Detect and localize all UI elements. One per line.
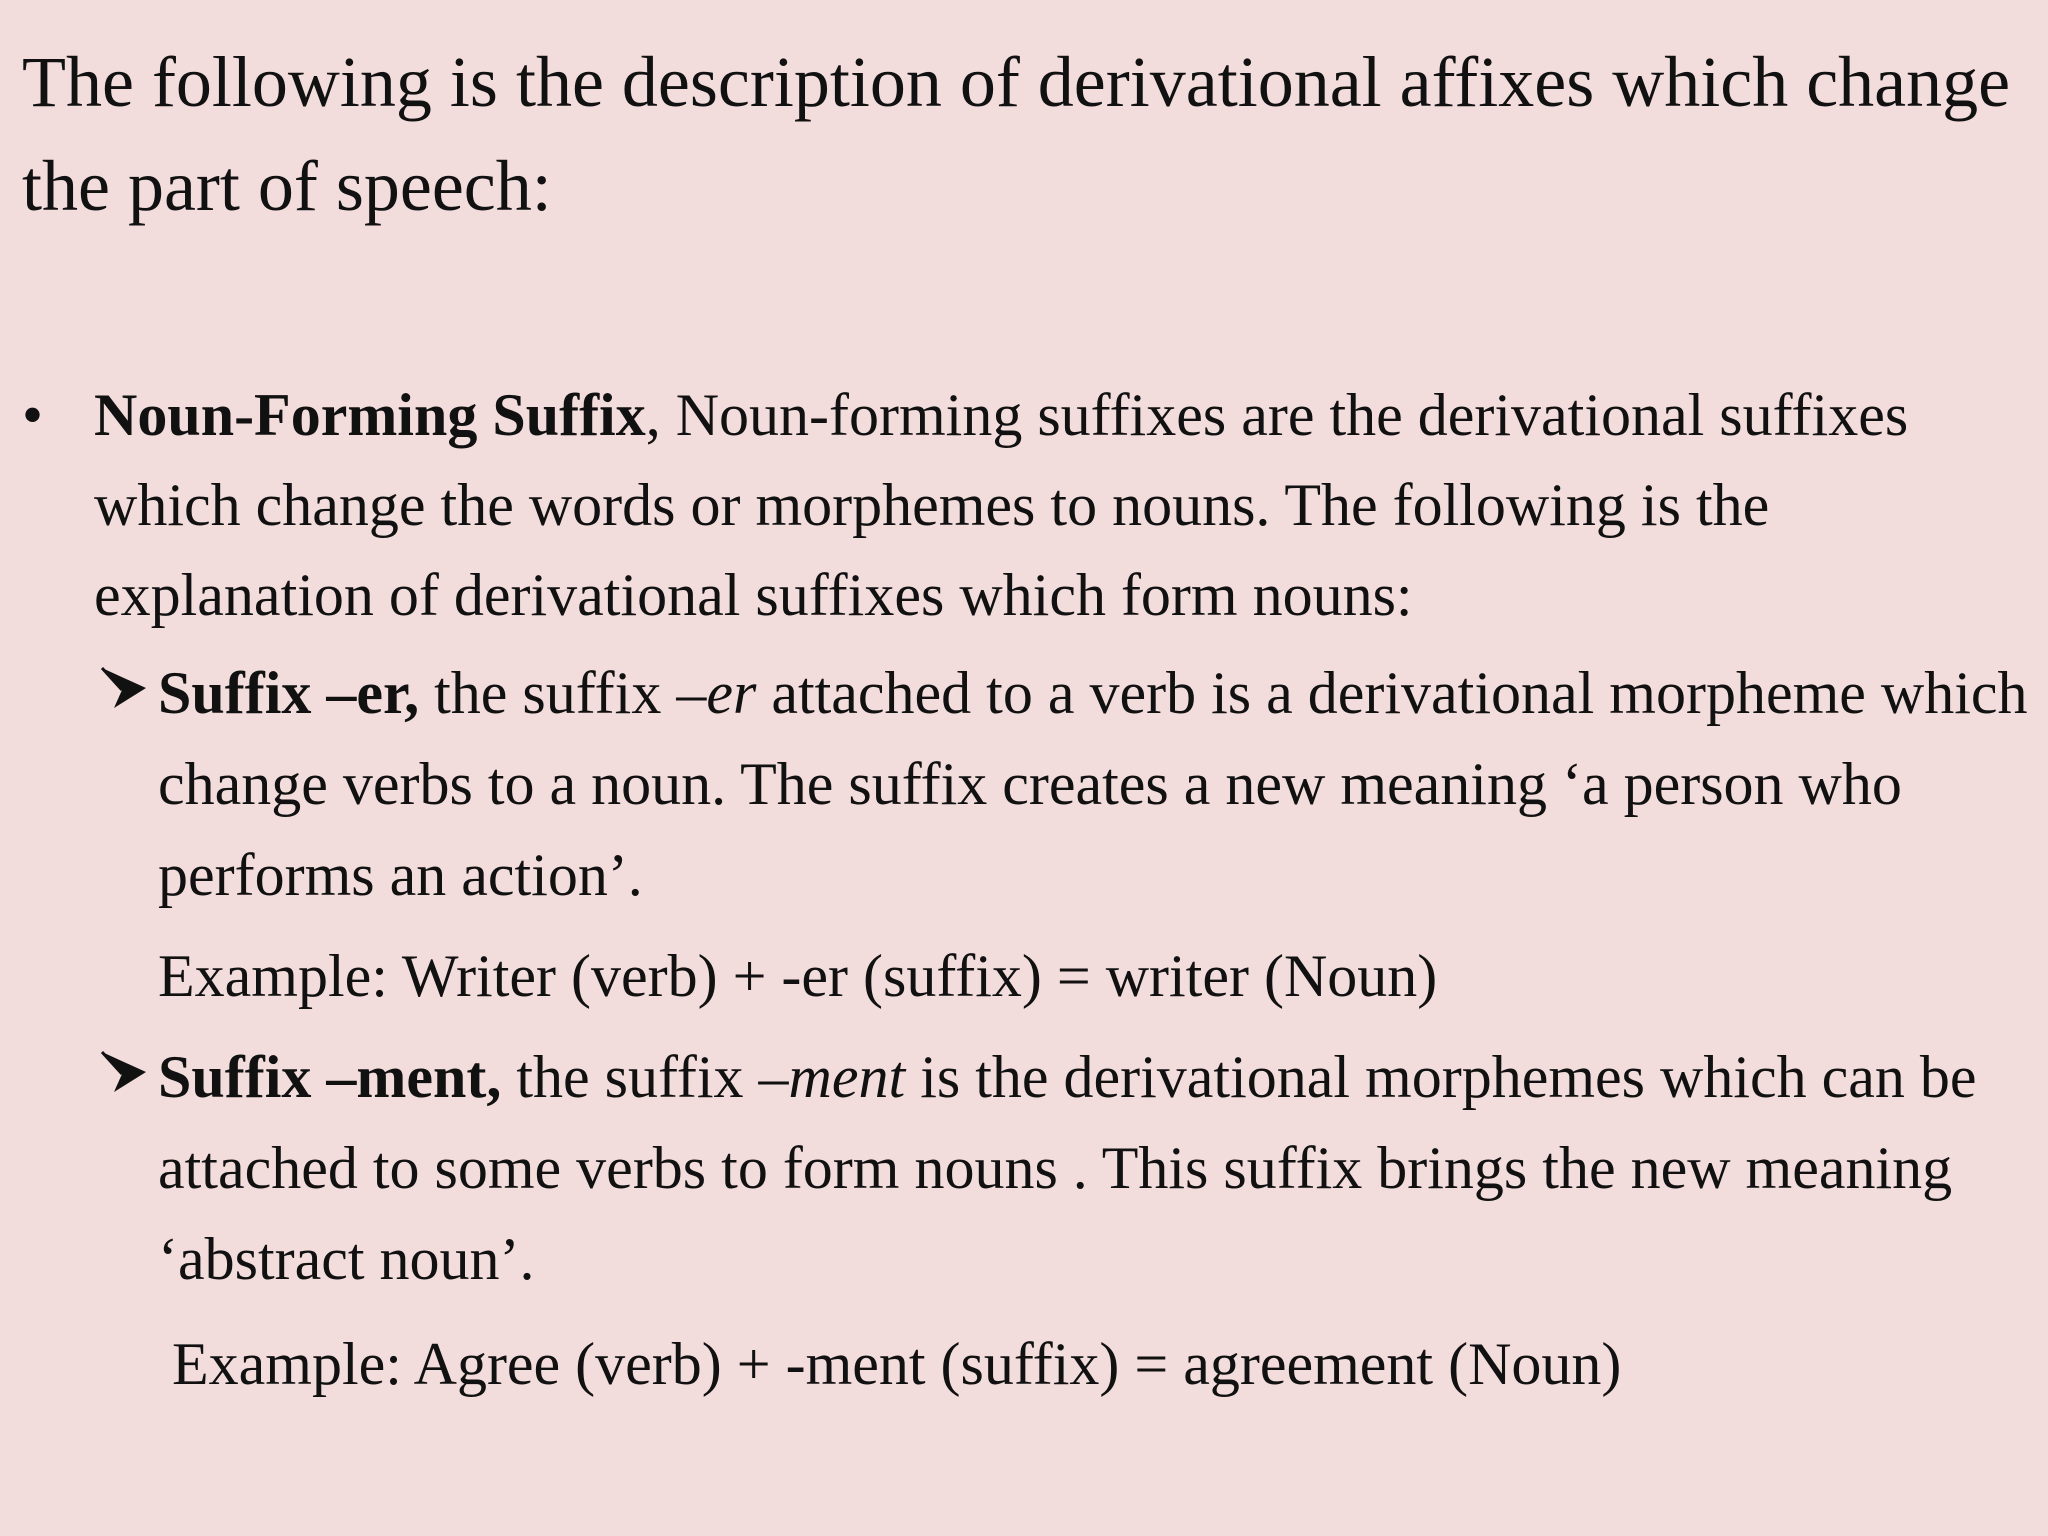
bullet-title: Noun-Forming Suffix [94,382,646,448]
intro-text: The following is the description of derivational affixes which change the part of speech: [22,42,2011,226]
bullet-section [22,370,2032,1420]
sub-item-italic: –er [676,660,757,726]
bullet-text: Noun-forming suffixes are the derivational suffixes which change the words or morphemes to nouns. The following is the explanation of derivational suffixes which form nouns: [94,382,1909,628]
arrow-bullet-icon [100,1048,152,1100]
arrow-bullet-icon [100,664,152,716]
sub-item-text-after: is the derivational morphemes which can be attached to some verbs to form nouns . This suffix brings the new meaning ‘abstract noun’. [158,1044,1977,1292]
bullet-dot-icon: • [22,382,44,448]
bullet-title-separator: , [645,382,676,448]
bullet-noun-forming [22,370,2032,640]
sub-item-text-before: the suffix [419,660,677,726]
sub-item-italic: –ment [758,1044,906,1110]
example-suffix-er: Example: Writer (verb) + -er (suffix) = writer (Noun) [158,943,1438,1009]
sub-item-suffix-ment [106,1032,2032,1305]
sub-item-suffix-er [106,648,2032,921]
sub-item-title: Suffix –ment, [158,1044,502,1110]
sub-item-text-before: the suffix [501,1044,759,1110]
sub-item-text-after: attached to a verb is a derivational morpheme which change verbs to a noun. The suffix creates a new meaning ‘a person who performs an action’. [158,660,2028,908]
example-suffix-ment: Example: Agree (verb) + -ment (suffix) = agreement (Noun) [172,1331,1622,1397]
sub-item-title: Suffix –er, [158,660,420,726]
